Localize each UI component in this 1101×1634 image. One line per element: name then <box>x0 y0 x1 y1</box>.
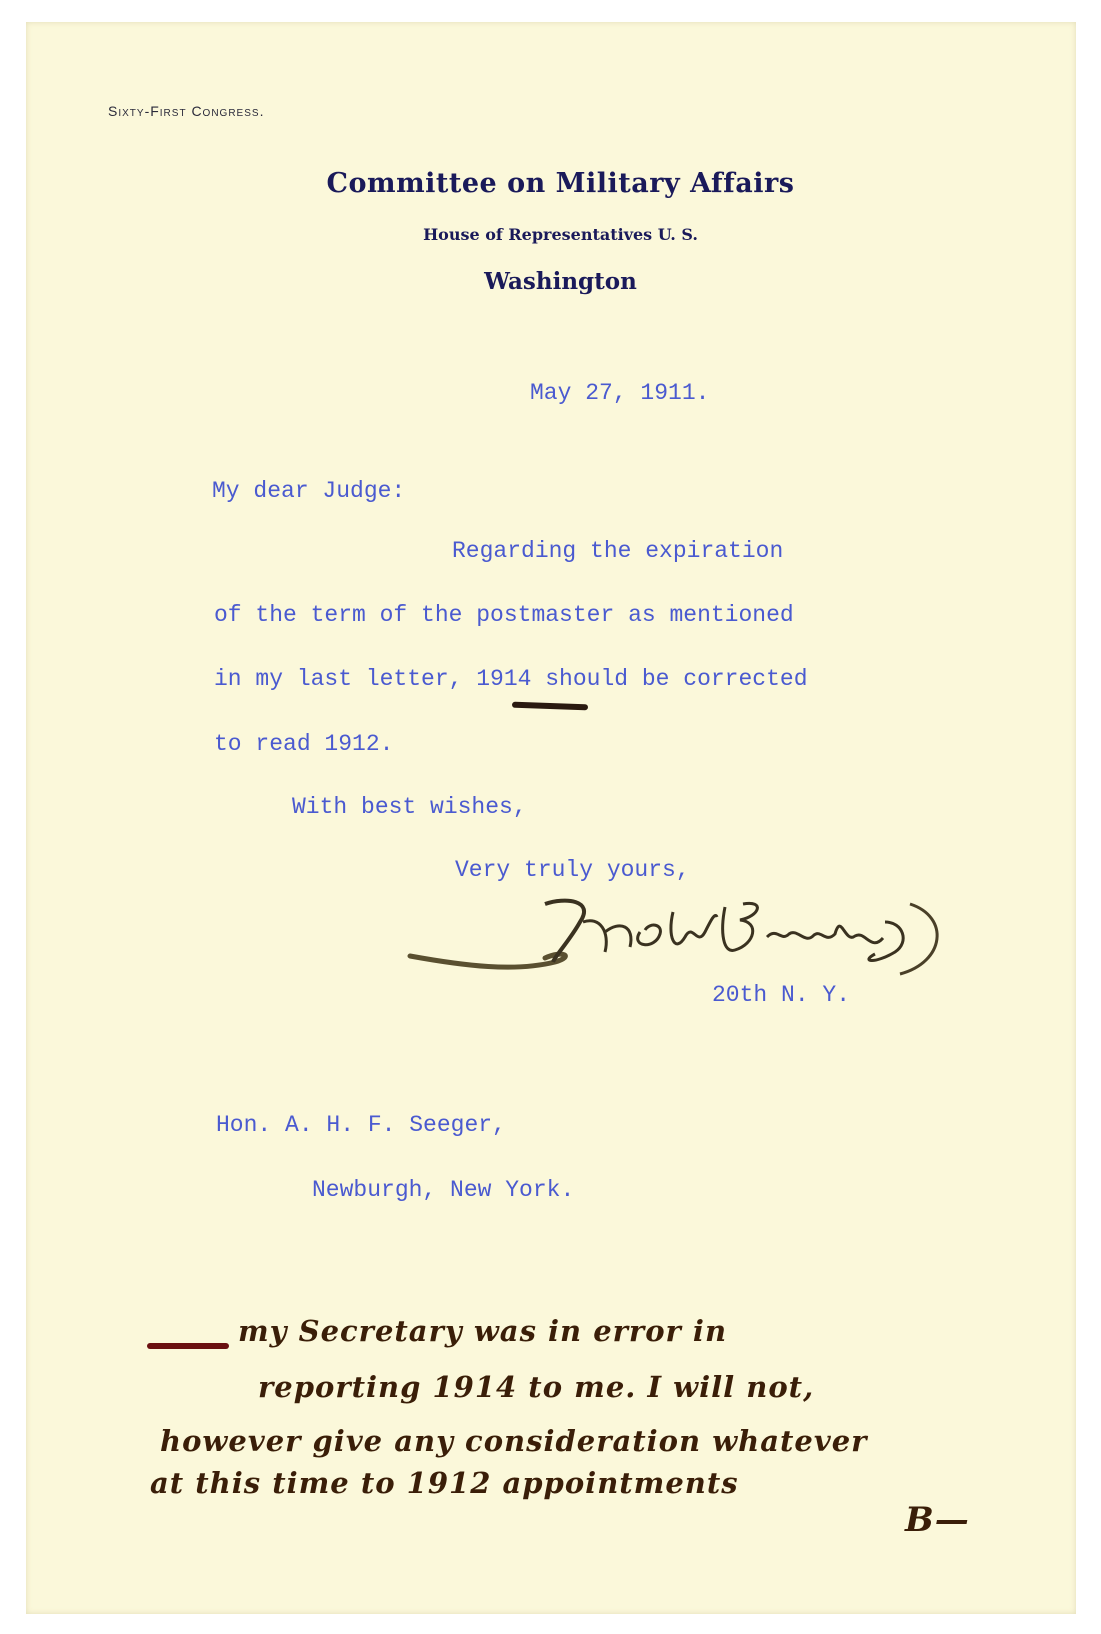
letterhead-city: Washington <box>484 268 637 295</box>
closing: Very truly yours, <box>455 857 690 883</box>
salutation: My dear Judge: <box>212 478 406 504</box>
handwritten-line: my Secretary was in error in <box>238 1314 728 1348</box>
best-wishes: With best wishes, <box>292 794 527 820</box>
handwritten-initial: B— <box>905 1500 970 1540</box>
district-label: 20th N. Y. <box>712 982 851 1008</box>
letterhead-house: House of Representatives U. S. <box>423 225 698 244</box>
body-line: to read 1912. <box>214 731 394 757</box>
note-dash-mark <box>147 1343 229 1349</box>
recipient-address: Newburgh, New York. <box>312 1177 575 1203</box>
body-line: Regarding the expiration <box>452 538 784 564</box>
handwritten-line: at this time to 1912 appointments <box>150 1466 739 1500</box>
body-line: of the term of the postmaster as mentioned <box>214 602 794 628</box>
body-line: in my last letter, 1914 should be corrected <box>214 666 808 692</box>
letterhead-committee: Committee on Military Affairs <box>326 168 795 199</box>
handwritten-line: reporting 1914 to me. I will not, <box>258 1370 815 1404</box>
recipient-name: Hon. A. H. F. Seeger, <box>216 1112 506 1138</box>
congress-label: Sixty-First Congress. <box>108 103 265 119</box>
handwritten-line: however give any consideration whatever <box>160 1424 868 1458</box>
letter-date: May 27, 1911. <box>530 380 710 406</box>
signature <box>405 892 950 982</box>
